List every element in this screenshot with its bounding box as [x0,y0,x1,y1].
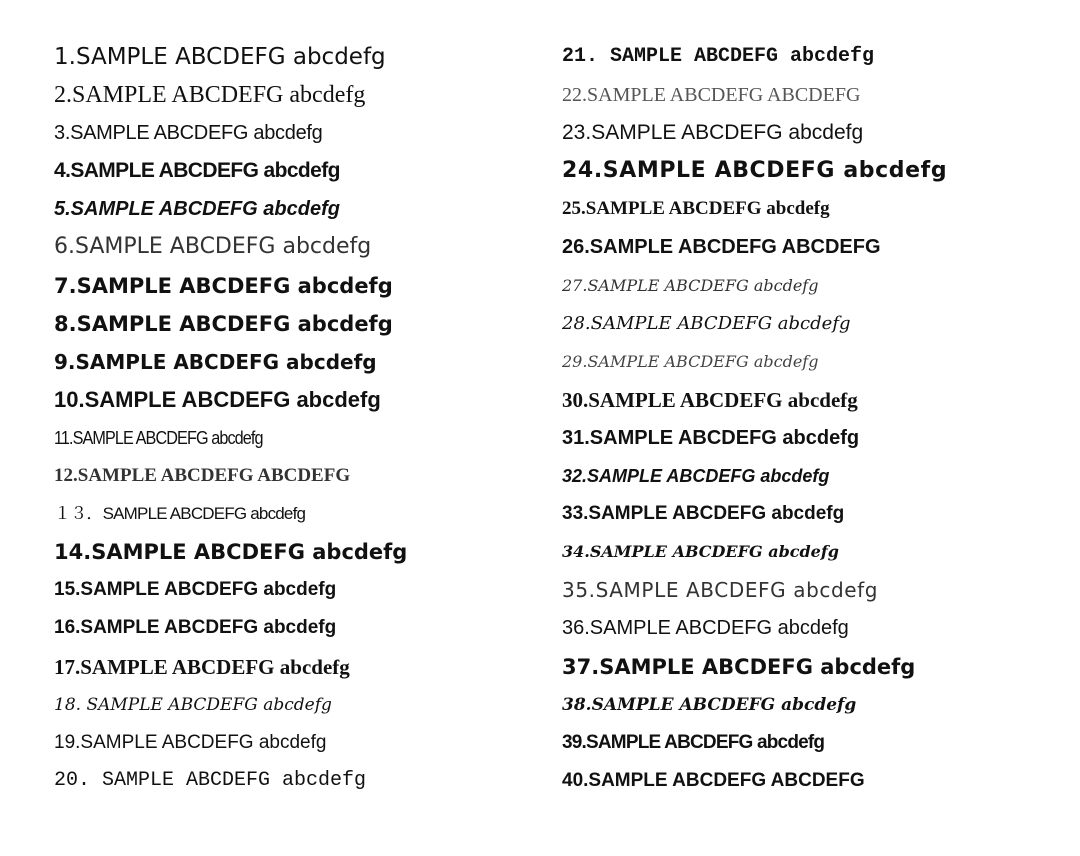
font-sample-20: 20. SAMPLE ABCDEFG abcdefg [54,768,367,792]
font-sample-19: 19.SAMPLE ABCDEFG abcdefg [54,731,327,753]
font-sample-3: 3.SAMPLE ABCDEFG abcdefg [54,122,323,145]
font-sample-32: 32.SAMPLE ABCDEFG abcdefg [562,466,830,487]
left-sample-column [54,38,524,800]
font-sample-7: 7.SAMPLE ABCDEFG abcdefg [54,273,393,298]
font-sample-9: 9.SAMPLE ABCDEFG abcdefg [54,349,377,374]
font-sample-24: 24.SAMPLE ABCDEFG abcdefg [562,158,948,184]
font-sample-5: 5.SAMPLE ABCDEFG abcdefg [54,198,340,221]
font-sample-28: 28.SAMPLE ABCDEFG abcdefg [562,312,851,334]
font-sample-12: 12.SAMPLE ABCDEFG ABCDEFG [54,465,351,487]
font-sample-34: 34.SAMPLE ABCDEFG abcdefg [562,542,839,562]
font-sample-16: 16.SAMPLE ABCDEFG abcdefg [54,617,337,639]
font-sample-36: 36.SAMPLE ABCDEFG abcdefg [562,617,849,640]
font-sample-35: 35.SAMPLE ABCDEFG abcdefg [562,578,879,603]
font-sample-18: 18. SAMPLE ABCDEFG abcdefg [54,694,332,715]
font-sample-13: １３．SAMPLE ABCDEFG abcdefg [54,504,306,524]
font-sample-15: 15.SAMPLE ABCDEFG abcdefg [54,579,337,601]
font-sample-27: 27.SAMPLE ABCDEFG abcdefg [562,275,819,295]
font-sample-2: 2.SAMPLE ABCDEFG abcdefg [54,82,366,109]
font-sample-17: 17.SAMPLE ABCDEFG abcdefg [54,654,350,679]
font-sample-33: 33.SAMPLE ABCDEFG abcdefg [562,503,845,525]
font-sample-39: 39.SAMPLE ABCDEFG abcdefg [562,731,825,753]
font-sample-25: 25.SAMPLE ABCDEFG abcdefg [562,198,830,220]
font-sample-30: 30.SAMPLE ABCDEFG abcdefg [562,387,858,412]
font-sample-38: 38.SAMPLE ABCDEFG abcdefg [562,694,857,715]
font-sample-23: 23.SAMPLE ABCDEFG abcdefg [562,121,864,145]
font-sample-40: 40.SAMPLE ABCDEFG ABCDEFG [562,769,865,791]
font-sample-1: 1.SAMPLE ABCDEFG abcdefg [54,44,386,70]
font-sample-22: 22.SAMPLE ABCDEFG ABCDEFG [562,84,861,107]
font-sample-26: 26.SAMPLE ABCDEFG ABCDEFG [562,236,881,259]
font-sample-31: 31.SAMPLE ABCDEFG abcdefg [562,426,860,449]
font-sample-10: 10.SAMPLE ABCDEFG abcdefg [54,386,381,412]
font-sample-14: 14.SAMPLE ABCDEFG abcdefg [54,540,408,565]
font-sample-29: 29.SAMPLE ABCDEFG abcdefg [562,351,819,371]
font-sample-21: 21. SAMPLE ABCDEFG abcdefg [562,45,875,68]
font-sample-4: 4.SAMPLE ABCDEFG abcdefg [54,159,340,183]
font-sample-8: 8.SAMPLE ABCDEFG abcdefg [54,311,393,336]
font-sample-37: 37.SAMPLE ABCDEFG abcdefg [562,654,916,679]
font-sample-6: 6.SAMPLE ABCDEFG abcdefg [54,234,372,260]
right-sample-column [562,38,1052,800]
font-sample-11: 11.SAMPLE ABCDEFG abcdefg [54,427,263,448]
